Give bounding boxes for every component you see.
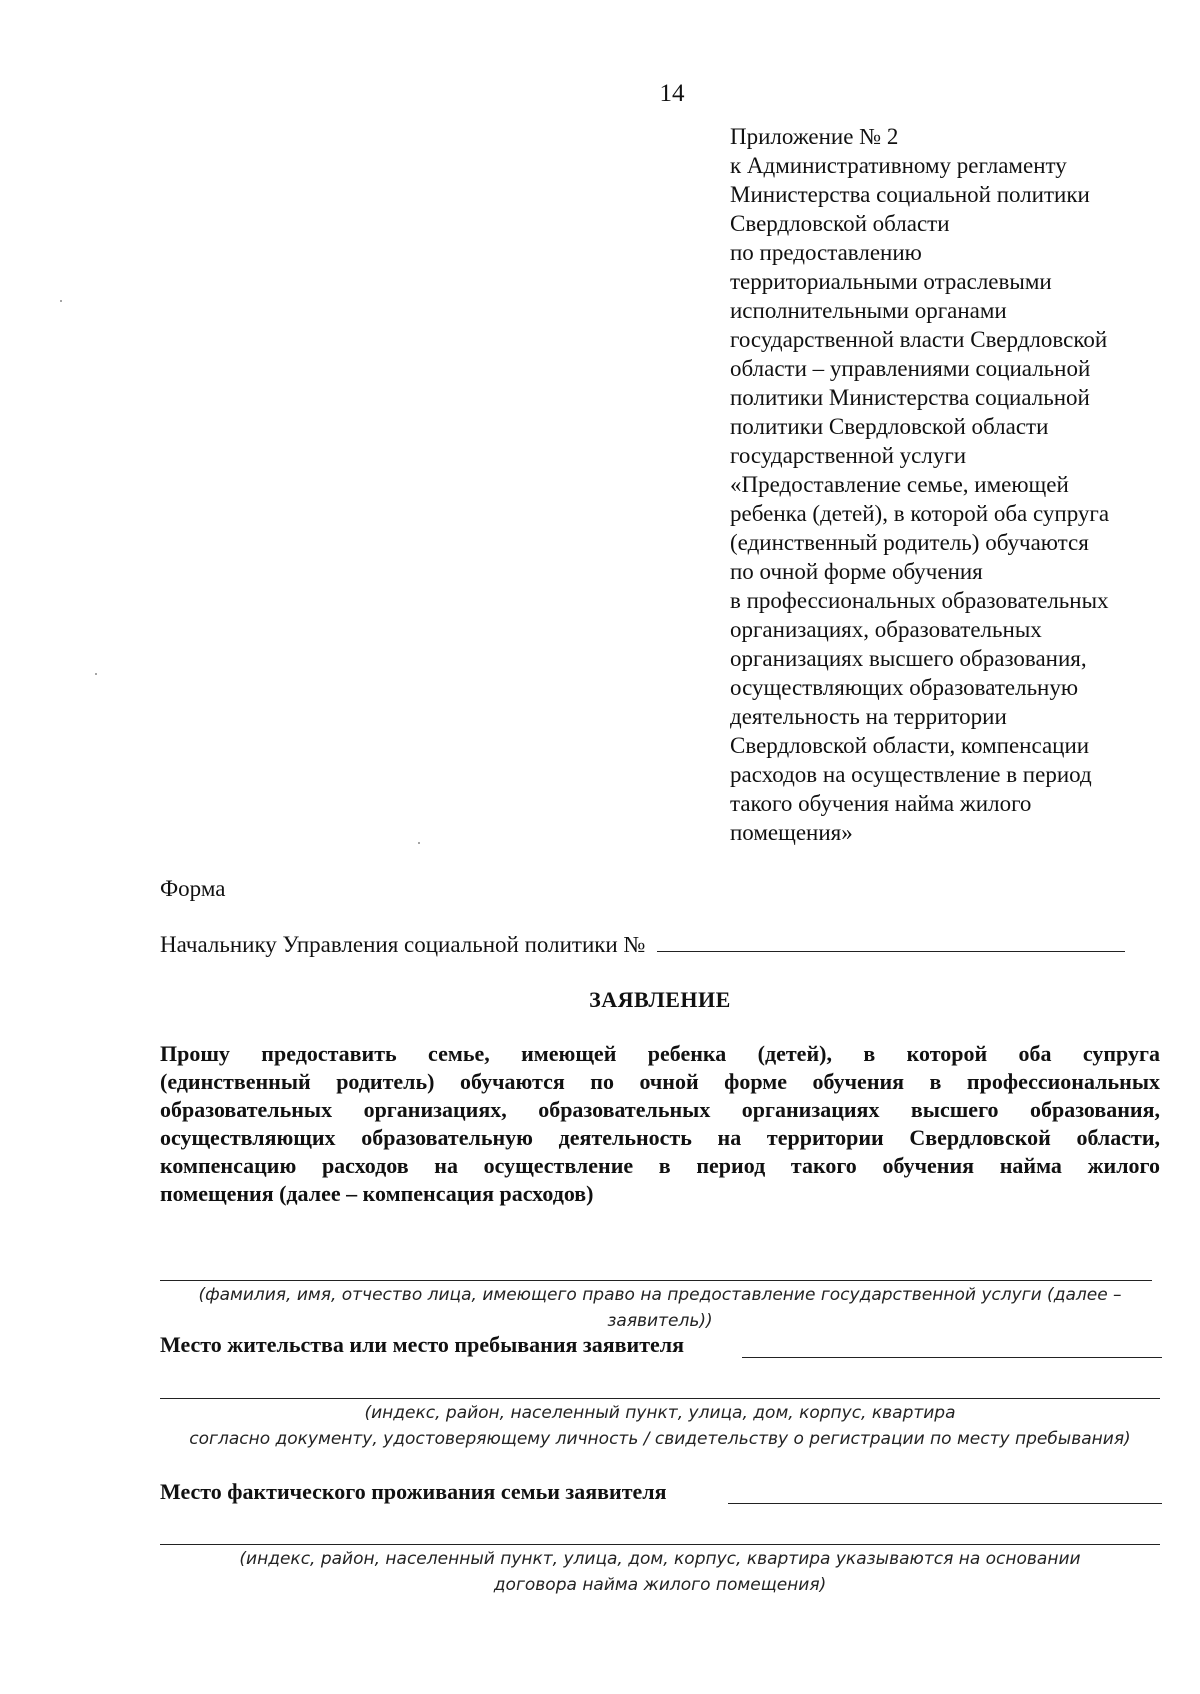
statement-line: образовательных организациях, образовательных организациях высшего образования, (160, 1097, 1160, 1122)
residence-caption-line2: согласно документу, удостоверяющему личность / свидетельству о регистрации по месту пребывания) (189, 1429, 1131, 1449)
form-label: Форма (160, 876, 226, 901)
appendix-line: Свердловской области (730, 211, 950, 236)
appendix-line: организациях, образовательных (730, 617, 1042, 642)
appendix-line: в профессиональных образовательных (730, 588, 1109, 613)
scan-speck (60, 300, 62, 302)
residence-label: Место жительства или место пребывания заявителя (160, 1332, 685, 1357)
residence-blank[interactable] (742, 1357, 1162, 1358)
statement-line: помещения (далее – компенсация расходов) (160, 1181, 594, 1206)
statement-line: компенсацию расходов на осуществление в период такого обучения найма жилого (160, 1153, 1160, 1178)
appendix-line: к Административному регламенту (730, 153, 1067, 178)
appendix-line: (единственный родитель) обучаются (730, 530, 1089, 555)
residence-caption-line1: (индекс, район, населенный пункт, улица, дом, корпус, квартира (364, 1403, 956, 1423)
appendix-line: деятельность на территории (730, 704, 1007, 729)
scan-speck (95, 673, 97, 675)
actual-residence-caption-line1: (индекс, район, населенный пункт, улица, дом, корпус, квартира указываются на основании (239, 1549, 1081, 1569)
appendix-line: государственной услуги (730, 443, 967, 468)
page-number: 14 (659, 80, 685, 107)
appendix-line: политики Министерства социальной (730, 385, 1090, 410)
statement-line: Прошу предоставить семье, имеющей ребенка (детей), в которой оба супруга (160, 1041, 1160, 1066)
appendix-line: осуществляющих образовательную (730, 675, 1079, 700)
appendix-line: по очной форме обучения (730, 559, 983, 584)
appendix-line: расходов на осуществление в период (730, 762, 1092, 787)
appendix-line: по предоставлению (730, 240, 922, 265)
appendix-line: политики Свердловской области (730, 414, 1049, 439)
appendix-line: исполнительными органами (730, 298, 1007, 323)
addressee-text: Начальнику Управления социальной политики № (160, 932, 646, 957)
residence-blank-line2[interactable] (160, 1398, 1160, 1399)
appendix-line: организациях высшего образования, (730, 646, 1087, 671)
document-title: ЗАЯВЛЕНИЕ (589, 987, 731, 1012)
appendix-header (730, 122, 1170, 847)
appendix-line: Свердловской области, компенсации (730, 733, 1090, 758)
scan-speck (418, 842, 420, 844)
appendix-line: такого обучения найма жилого (730, 791, 1032, 816)
statement-line: осуществляющих образовательную деятельность на территории Свердловской области, (160, 1125, 1160, 1150)
appendix-line: территориальными отраслевыми (730, 269, 1052, 294)
applicant-caption: (фамилия, имя, отчество лица, имеющего право на предоставление государственной услуги (далее – заявитель)) (198, 1285, 1122, 1331)
appendix-line: государственной власти Свердловской (730, 327, 1108, 352)
appendix-line: области – управлениями социальной (730, 356, 1091, 381)
actual-residence-caption-line2: договора найма жилого помещения) (493, 1575, 827, 1595)
addressee-number-blank[interactable] (657, 931, 1125, 952)
applicant-name-blank[interactable] (160, 1280, 1152, 1281)
actual-residence-blank-line2[interactable] (160, 1544, 1160, 1545)
actual-residence-label: Место фактического проживания семьи заявителя (160, 1479, 667, 1504)
appendix-line: ребенка (детей), в которой оба супруга (730, 501, 1110, 526)
appendix-line: Министерства социальной политики (730, 182, 1090, 207)
appendix-line: Приложение № 2 (730, 124, 899, 149)
statement-line: (единственный родитель) обучаются по очной форме обучения в профессиональных (160, 1069, 1160, 1094)
actual-residence-blank[interactable] (728, 1503, 1162, 1504)
appendix-line: помещения» (730, 820, 853, 845)
addressee-line (160, 931, 1125, 958)
appendix-line: «Предоставление семье, имеющей (730, 472, 1069, 497)
statement-paragraph (160, 1040, 1160, 1208)
